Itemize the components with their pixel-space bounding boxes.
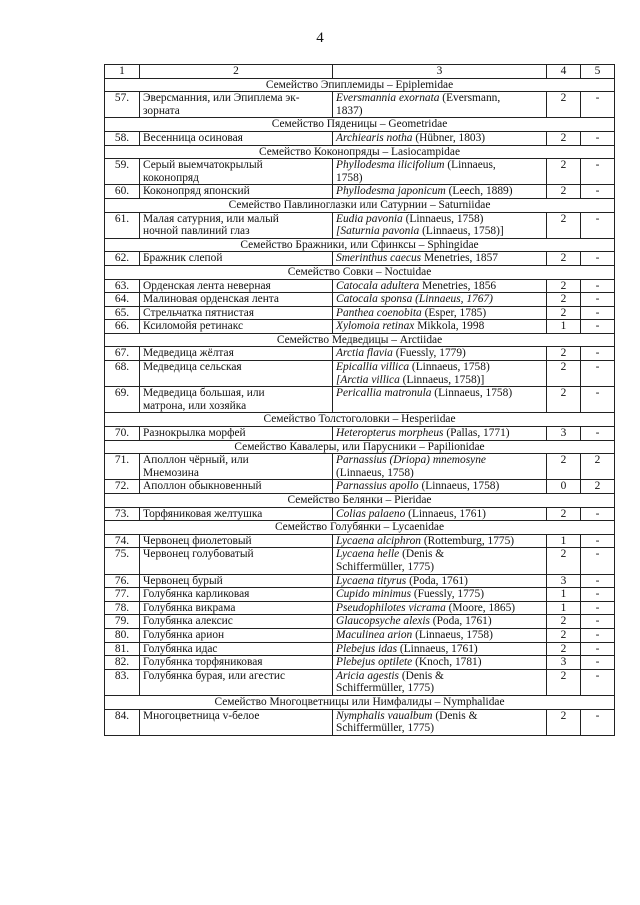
row-number: 58. (105, 131, 140, 145)
author-year: (Hübner, 1803) (412, 131, 486, 144)
category-value: 2 (547, 306, 581, 320)
species-row (105, 92, 615, 118)
page-number: 4 (316, 30, 324, 46)
russian-name: Голубянка карликовая (140, 588, 333, 602)
author-year: (Linnaeus, 1758) (409, 361, 490, 374)
category-value: 1 (547, 601, 581, 615)
row-number: 66. (105, 320, 140, 334)
family-row (105, 494, 615, 508)
author-year: Menetries, 1857 (421, 252, 498, 265)
category-value: 3 (547, 574, 581, 588)
russian-name: Голубянка викрама (140, 601, 333, 615)
species-row (105, 279, 615, 293)
latin-name-cell (333, 361, 547, 387)
author-year: (Knoch, 1781) (412, 656, 482, 669)
row-number: 73. (105, 507, 140, 521)
russian-name: Весенница осиновая (140, 131, 333, 145)
russian-name: Червонец бурый (140, 574, 333, 588)
latin-name: Smerinthus caecus (336, 252, 422, 265)
russian-name: Голубянка алексис (140, 615, 333, 629)
author-year: (Linnaeus, 1758) (431, 387, 513, 400)
synonym-author-year: (Linnaeus, 1758)] (399, 373, 485, 386)
row-number: 76. (105, 574, 140, 588)
family-row (105, 118, 615, 132)
latin-name-cell (333, 454, 547, 480)
category-value: 1 (547, 588, 581, 602)
family-heading: Семейство Голубянки – Lycaenidae (105, 521, 615, 535)
species-row (105, 347, 615, 361)
protection-value: - (581, 534, 615, 548)
row-number: 77. (105, 588, 140, 602)
author-year: Mikkola, 1998 (414, 320, 485, 333)
latin-synonym: [Saturnia pavonia (336, 225, 420, 238)
row-number: 84. (105, 709, 140, 735)
family-heading: Семейство Павлиноглазки или Сатурнии – Saturniidae (105, 198, 615, 212)
author-year: (Leech, 1889) (445, 185, 513, 198)
category-value: 3 (547, 656, 581, 670)
russian-name: Медведица сельская (140, 361, 333, 387)
russian-name: Ксиломойя ретинакс (140, 320, 333, 334)
author-year: (Linnaeus, 1758) (412, 628, 493, 641)
species-row (105, 131, 615, 145)
latin-name: Colias palaeno (336, 507, 406, 520)
family-heading: Семейство Бражники, или Сфинксы – Sphingidae (105, 238, 615, 252)
author-year: (Linnaeus, 1758) (336, 159, 496, 184)
latin-name: Phyllodesma ilicifolium (336, 159, 445, 172)
synonym-author-year: (Linnaeus, 1758)] (419, 225, 504, 238)
family-row (105, 265, 615, 279)
author-year: Menetries, 1856 (419, 279, 497, 292)
species-row (105, 306, 615, 320)
latin-name-cell (333, 185, 547, 199)
row-number: 57. (105, 92, 140, 118)
species-row (105, 709, 615, 735)
species-row (105, 669, 615, 695)
species-row (105, 548, 615, 574)
category-value: 2 (547, 548, 581, 574)
protection-value: - (581, 709, 615, 735)
author-year: (Linnaeus, 1761) (405, 507, 486, 520)
species-table (104, 64, 615, 736)
latin-name: Eudia pavonia (336, 212, 403, 225)
latin-name: Pericallia matronula (336, 387, 432, 400)
latin-name: Xylomoia retinax (336, 320, 415, 333)
protection-value: - (581, 92, 615, 118)
russian-name: Голубянка торфяниковая (140, 656, 333, 670)
latin-name: Catocala sponsa (Linnaeus, 1767) (336, 293, 493, 306)
latin-name-cell (333, 92, 547, 118)
latin-name-cell (333, 656, 547, 670)
author-year: (Eversmann, 1837) (336, 92, 501, 117)
russian-name: Червонец голубоватый (140, 548, 333, 574)
protection-value: - (581, 601, 615, 615)
protection-value: - (581, 293, 615, 307)
protection-value: - (581, 427, 615, 441)
latin-name-cell (333, 159, 547, 185)
category-value: 2 (547, 615, 581, 629)
latin-name-cell (333, 642, 547, 656)
category-value: 2 (547, 709, 581, 735)
latin-name-cell (333, 306, 547, 320)
latin-name-cell (333, 480, 547, 494)
family-row (105, 238, 615, 252)
author-year: (Linnaeus, 1758) (336, 466, 414, 479)
family-heading: Семейство Толстоголовки – Hesperiidae (105, 413, 615, 427)
russian-name: Серый выемчатокрылый коконопряд (140, 159, 333, 185)
row-number: 72. (105, 480, 140, 494)
category-value: 2 (547, 642, 581, 656)
species-row (105, 387, 615, 413)
row-number: 78. (105, 601, 140, 615)
row-number: 62. (105, 252, 140, 266)
latin-name: Arctia flavia (336, 347, 393, 360)
russian-name: Торфяниковая желтушка (140, 507, 333, 521)
species-row (105, 534, 615, 548)
category-value: 0 (547, 480, 581, 494)
russian-name: Голубянка идас (140, 642, 333, 656)
latin-name-cell (333, 601, 547, 615)
species-row (105, 574, 615, 588)
header-row (105, 65, 615, 79)
latin-name-cell (333, 347, 547, 361)
protection-value: - (581, 159, 615, 185)
latin-name-cell (333, 669, 547, 695)
russian-name: Стрельчатка пятнистая (140, 306, 333, 320)
row-number: 63. (105, 279, 140, 293)
russian-name: Многоцветница v-белое (140, 709, 333, 735)
latin-name: Epicallia villica (336, 361, 410, 374)
species-row (105, 615, 615, 629)
species-row (105, 656, 615, 670)
latin-name-cell (333, 427, 547, 441)
russian-name: Медведица большая, или матрона, или хозяйка (140, 387, 333, 413)
category-value: 2 (547, 669, 581, 695)
author-year: (Esper, 1785) (421, 306, 487, 319)
latin-name: Catocala adultera (336, 279, 420, 292)
row-number: 74. (105, 534, 140, 548)
table-body (105, 78, 615, 735)
latin-name-cell (333, 131, 547, 145)
latin-name: Maculinea arion (336, 628, 413, 641)
row-number: 61. (105, 212, 140, 238)
protection-value: - (581, 669, 615, 695)
protection-value: - (581, 320, 615, 334)
header-cell-2: 2 (140, 65, 333, 79)
latin-name: Archiearis notha (336, 131, 413, 144)
family-row (105, 333, 615, 347)
family-heading: Семейство Пяденицы – Geometridae (105, 118, 615, 132)
row-number: 60. (105, 185, 140, 199)
category-value: 2 (547, 279, 581, 293)
latin-name: Panthea coenobita (336, 306, 422, 319)
author-year: (Denis & Schiffermüller, 1775) (336, 548, 445, 573)
author-year: (Linnaeus, 1758) (402, 212, 484, 225)
protection-value: - (581, 574, 615, 588)
author-year: (Fuessly, 1779) (392, 347, 466, 360)
latin-name-cell (333, 534, 547, 548)
latin-name: Parnassius apollo (336, 480, 419, 493)
header-cell-5: 5 (581, 65, 615, 79)
russian-name: Медведица жёлтая (140, 347, 333, 361)
category-value: 2 (547, 293, 581, 307)
species-row (105, 588, 615, 602)
species-row (105, 159, 615, 185)
category-value: 2 (547, 131, 581, 145)
family-row (105, 413, 615, 427)
header-cell-3: 3 (333, 65, 547, 79)
latin-synonym: [Arctia villica (336, 373, 400, 386)
latin-name: Heteropterus morpheus (336, 427, 444, 440)
row-number: 82. (105, 656, 140, 670)
latin-name: Plebejus optilete (336, 656, 413, 669)
latin-name-cell (333, 507, 547, 521)
russian-name: Червонец фиолетовый (140, 534, 333, 548)
russian-name: Голубянка бурая, или агестис (140, 669, 333, 695)
protection-value: - (581, 615, 615, 629)
author-year: (Rottemburg, 1775) (420, 534, 515, 547)
protection-value: - (581, 212, 615, 238)
latin-name-cell (333, 574, 547, 588)
russian-name: Аполлон обыкновенный (140, 480, 333, 494)
latin-name-cell (333, 588, 547, 602)
header-cell-4: 4 (547, 65, 581, 79)
russian-name: Малая сатурния, или малый ночной павлиний глаз (140, 212, 333, 238)
author-year: (Fuessly, 1775) (411, 588, 484, 601)
species-row (105, 480, 615, 494)
latin-name-cell (333, 615, 547, 629)
family-heading: Семейство Медведицы – Arctiidae (105, 333, 615, 347)
category-value: 2 (547, 361, 581, 387)
category-value: 2 (547, 507, 581, 521)
header-cell-1: 1 (105, 65, 140, 79)
category-value: 1 (547, 320, 581, 334)
latin-name: Lycaena alciphron (336, 534, 421, 547)
family-row (105, 695, 615, 709)
latin-name-cell (333, 212, 547, 238)
category-value: 2 (547, 92, 581, 118)
species-row (105, 427, 615, 441)
russian-name: Бражник слепой (140, 252, 333, 266)
category-value: 2 (547, 185, 581, 199)
latin-name-cell (333, 279, 547, 293)
protection-value: - (581, 588, 615, 602)
russian-name: Малиновая орденская лента (140, 293, 333, 307)
family-heading: Семейство Белянки – Pieridae (105, 494, 615, 508)
row-number: 71. (105, 454, 140, 480)
species-row (105, 185, 615, 199)
author-year: (Linnaeus, 1761) (397, 642, 478, 655)
species-row (105, 628, 615, 642)
latin-name-cell (333, 628, 547, 642)
russian-name: Голубянка арион (140, 628, 333, 642)
latin-name: Pseudophilotes vicrama (336, 601, 446, 614)
row-number: 64. (105, 293, 140, 307)
protection-value: - (581, 507, 615, 521)
species-row (105, 252, 615, 266)
protection-value: - (581, 306, 615, 320)
family-heading: Семейство Кавалеры, или Парусники – Papilionidae (105, 440, 615, 454)
protection-value: - (581, 387, 615, 413)
category-value: 2 (547, 628, 581, 642)
category-value: 2 (547, 387, 581, 413)
row-number: 83. (105, 669, 140, 695)
row-number: 67. (105, 347, 140, 361)
russian-name: Разнокрылка морфей (140, 427, 333, 441)
author-year: (Poda, 1761) (406, 574, 468, 587)
species-row (105, 454, 615, 480)
family-heading: Семейство Эпиплемиды – Epiplemidae (105, 78, 615, 92)
family-row (105, 440, 615, 454)
protection-value: - (581, 548, 615, 574)
species-row (105, 642, 615, 656)
family-row (105, 521, 615, 535)
latin-name-cell (333, 293, 547, 307)
russian-name: Коконопряд японский (140, 185, 333, 199)
protection-value: - (581, 642, 615, 656)
family-row (105, 78, 615, 92)
row-number: 79. (105, 615, 140, 629)
latin-name: Aricia agestis (336, 669, 399, 682)
protection-value: 2 (581, 454, 615, 480)
latin-name: Cupido minimus (336, 588, 411, 601)
latin-name: Lycaena helle (336, 548, 400, 561)
latin-name-cell (333, 252, 547, 266)
family-row (105, 198, 615, 212)
category-value: 3 (547, 427, 581, 441)
russian-name: Аполлон чёрный, или Мнемозина (140, 454, 333, 480)
protection-value: - (581, 628, 615, 642)
category-value: 2 (547, 212, 581, 238)
protection-value: - (581, 656, 615, 670)
latin-name: Glaucopsyche alexis (336, 615, 430, 628)
species-row (105, 212, 615, 238)
latin-name: Eversmannia exornata (336, 92, 440, 105)
protection-value: - (581, 347, 615, 361)
category-value: 1 (547, 534, 581, 548)
latin-name-cell (333, 709, 547, 735)
category-value: 2 (547, 347, 581, 361)
latin-name: Phyllodesma japonicum (336, 185, 446, 198)
latin-name: Plebejus idas (336, 642, 398, 655)
family-heading: Семейство Совки – Noctuidae (105, 265, 615, 279)
row-number: 59. (105, 159, 140, 185)
author-year: (Moore, 1865) (445, 601, 516, 614)
row-number: 68. (105, 361, 140, 387)
row-number: 80. (105, 628, 140, 642)
author-year: (Linnaeus, 1758) (418, 480, 500, 493)
family-row (105, 145, 615, 159)
species-row (105, 293, 615, 307)
row-number: 70. (105, 427, 140, 441)
species-row (105, 361, 615, 387)
latin-name: Parnassius (Driopa) mnemosyne (336, 454, 486, 467)
latin-name-cell (333, 548, 547, 574)
category-value: 2 (547, 454, 581, 480)
family-heading: Семейство Коконопряды – Lasiocampidae (105, 145, 615, 159)
species-row (105, 320, 615, 334)
russian-name: Эверсманния, или Эпиплема эк- зорната (140, 92, 333, 118)
protection-value: - (581, 131, 615, 145)
species-row (105, 507, 615, 521)
row-number: 75. (105, 548, 140, 574)
category-value: 2 (547, 252, 581, 266)
author-year: (Poda, 1761) (429, 615, 492, 628)
row-number: 81. (105, 642, 140, 656)
protection-value: - (581, 361, 615, 387)
latin-name: Nymphalis vaualbum (336, 709, 433, 722)
species-row (105, 601, 615, 615)
row-number: 69. (105, 387, 140, 413)
author-year: (Denis & Schiffermüller, 1775) (336, 709, 478, 735)
protection-value: - (581, 279, 615, 293)
author-year: (Pallas, 1771) (443, 427, 510, 440)
author-year: (Denis & Schiffermüller, 1775) (336, 669, 444, 695)
protection-value: - (581, 185, 615, 199)
protection-value: - (581, 252, 615, 266)
latin-name-cell (333, 387, 547, 413)
category-value: 2 (547, 159, 581, 185)
protection-value: 2 (581, 480, 615, 494)
family-heading: Семейство Многоцветницы или Нимфалиды – Nymphalidae (105, 695, 615, 709)
russian-name: Орденская лента неверная (140, 279, 333, 293)
latin-name: Lycaena tityrus (336, 574, 407, 587)
latin-name-cell (333, 320, 547, 334)
row-number: 65. (105, 306, 140, 320)
